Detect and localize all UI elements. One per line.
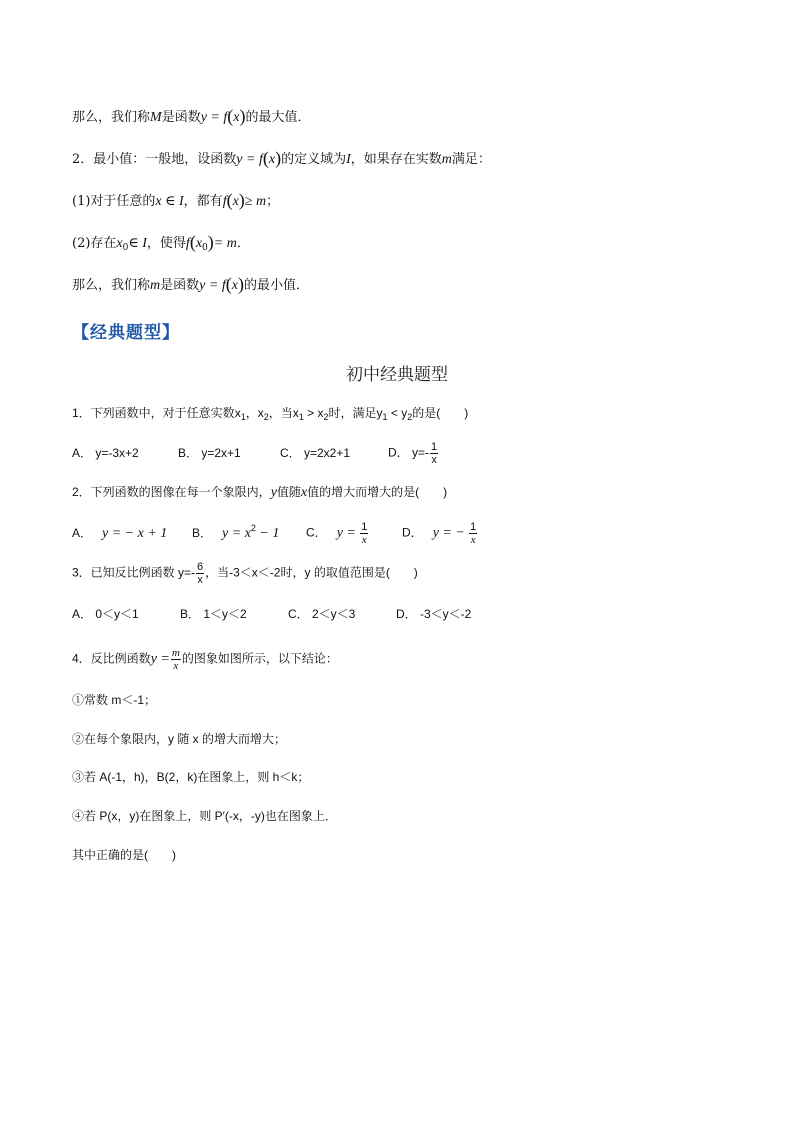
question-3-stem [72,561,418,586]
math-expr: y = [336,526,356,541]
math-expr: y = x [222,526,251,541]
numerator: m [171,647,180,659]
subscript: 1 [240,412,246,422]
text: ，如果存在实数 [350,152,442,167]
fraction [469,521,477,546]
fraction [171,647,181,672]
math-var: x [195,236,203,251]
math-expr: y = − x + 1 [102,526,168,541]
question-2-stem [72,482,447,503]
text: 值随 [276,485,301,499]
text: ，当 [268,406,293,420]
text: 4．反比例函数 [72,651,151,666]
fraction [430,441,438,466]
text: ，当-3＜x＜-2时，y 的取值范围是( ) [205,565,418,580]
math-var: x [232,194,239,209]
option-d: D． -3＜y＜-2 [396,607,472,621]
text: 值的增大而增大的是( ) [307,485,448,499]
subscript: 2 [323,412,329,422]
min-value-definition: 2．最小值：一般地，设函数y = f(x)的定义域为I，如果存在实数m满足： [72,148,491,168]
denominator: x [361,534,367,547]
option-label: D． [402,526,423,540]
math-expr: ≥ m [244,194,267,209]
text: 2．下列函数的图像在每一个象限内， [72,485,271,499]
numerator: 1 [431,441,438,453]
option-c: C． 2＜y＜3 [288,607,356,621]
text: 是函数 [160,278,200,293]
subscript: 2 [263,412,269,422]
question-3-options [72,604,471,624]
fraction [360,521,368,546]
option-a [72,523,192,544]
text: ； [266,194,280,209]
math-var: x [116,236,123,251]
text: 那么，我们称 [72,110,151,125]
min-condition-2: (2)存在$x_0\in$ I，使得$f(x_0)= m$． [72,232,250,253]
math-var: M [150,110,162,125]
math-expr: − 1 [255,526,280,541]
text: > [303,406,318,420]
math-var: x [233,110,240,125]
math-var: x [257,406,264,420]
question-1-options [72,441,439,466]
math-var: x [231,278,238,293]
question-4-stem [72,647,338,672]
math-expr: y = − [432,526,465,541]
math-var: x [300,485,308,500]
text: 的定义域为 [281,152,347,167]
text: ，使得 [146,236,186,251]
option-label: A． [72,526,93,540]
numerator: 1 [470,521,477,534]
math-var: x [317,406,324,420]
question-4-ask: 其中正确的是( ) [72,848,176,862]
subscript: 2 [407,412,413,422]
option-b [192,518,306,544]
option-label: C． [306,526,327,540]
option-d [388,441,439,466]
math-var: m [441,152,452,167]
question-2-options [72,518,478,546]
math-expr: y = f [236,152,263,167]
subscript: 1 [298,412,304,422]
numerator: 1 [361,521,368,534]
denominator: x [173,660,179,672]
denominator: x [431,454,437,466]
statement-3: ③若 A(-1，h)，B(2，k)在图象上，则 h＜k； [72,770,310,784]
text: D． y=- [388,445,430,460]
numerator: 6 [197,561,204,573]
math-expr: y = f [199,278,226,293]
min-value-conclusion: 那么，我们称m是函数y = f(x)的最小值． [72,274,309,294]
math-var: y [376,406,383,420]
math-expr: = m [213,236,237,251]
math-var: f [185,236,190,251]
math-var: x [268,152,276,167]
math-expr: x ∈ I [155,194,184,209]
subscript: 0 [202,243,208,253]
text: 是函数 [161,110,201,125]
option-c [306,521,402,546]
option-b: B． 1＜y＜2 [180,607,247,621]
text: 的图象如图所示，以下结论： [181,651,338,666]
option-a: A． 0＜y＜1 [72,607,139,621]
text: (1)对于任意的 [72,194,156,209]
section-heading: 【经典题型】 [72,323,180,343]
text: 1．下列函数中，对于任意实数 [72,406,235,420]
text: (2)存在 [72,236,117,251]
option-a: A． y=-3x+2 [72,445,139,460]
math-expr: y = [150,651,170,667]
option-d [402,521,478,546]
text: ． [236,236,250,251]
math-var: f [222,194,227,209]
text: < [387,406,402,420]
section-title: 初中经典题型 [346,365,448,385]
question-1-stem [72,403,468,427]
text: 3．已知反比例函数 y=- [72,565,196,580]
option-label: B． [192,526,213,540]
superscript: 2 [250,523,256,533]
math-var: x [234,406,241,420]
fraction [196,561,204,586]
math-expr: y = f [200,110,228,125]
text: 时，满足 [328,406,377,420]
math-var: y [401,406,408,420]
denominator: x [470,534,476,547]
option-c: C． y=2x2+1 [280,445,351,460]
text: ， [245,406,258,420]
text: 满足： [451,152,491,167]
denominator: x [197,574,203,586]
option-b: B． y=2x+1 [178,445,241,460]
text: 的是( ) [412,406,469,420]
text: 的最大值． [245,110,311,125]
math-var: m [150,278,161,293]
statement-2: ②在每个象限内，y 随 x 的增大而增大； [72,732,287,746]
text: 那么，我们称 [72,278,151,293]
statement-1: ①常数 m＜-1； [72,693,157,707]
text: 的最小值． [243,278,309,293]
subscript: 0 [122,243,129,253]
min-condition-1: (1)对于任意的x ∈ I，都有f(x)≥ m； [72,190,280,210]
statement-4: ④若 P(x，y)在图象上，则 P′(-x，-y)也在图象上． [72,809,337,823]
math-var: x [292,406,299,420]
text: 2．最小值：一般地，设函数 [72,152,237,167]
text: ，都有 [183,194,223,209]
max-value-conclusion: 那么，我们称M是函数y = f(x)的最大值． [72,106,311,126]
subscript: 1 [382,412,388,422]
math-var: y [270,485,277,500]
math-var: I [346,152,351,167]
math-expr: ∈ I [128,236,147,251]
